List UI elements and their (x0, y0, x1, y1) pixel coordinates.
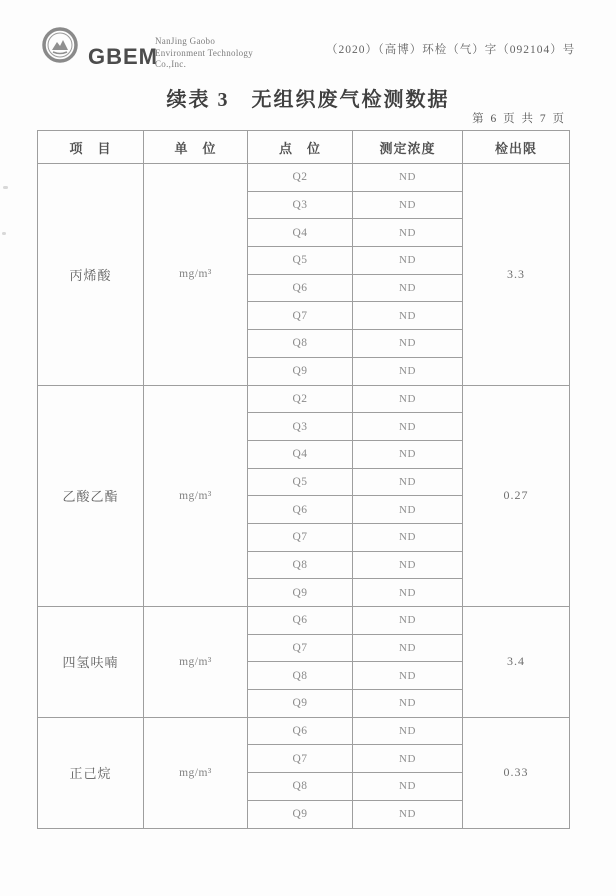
item-cell: 乙酸乙酯 (38, 385, 144, 607)
detection-data-table-wrap (37, 130, 569, 829)
point-cell: Q9 (248, 357, 353, 385)
table-row (38, 164, 570, 192)
limit-cell: 0.33 (463, 717, 570, 828)
value-cell: ND (353, 385, 463, 413)
detection-data-table (37, 130, 570, 829)
limit-cell: 3.3 (463, 164, 570, 386)
column-header: 测定浓度 (353, 131, 463, 164)
value-cell: ND (353, 247, 463, 275)
value-cell: ND (353, 330, 463, 358)
report-reference-number: （2020）（高博）环检（气）字（092104）号 (326, 44, 576, 56)
unit-cell: mg/m³ (144, 607, 248, 718)
value-cell: ND (353, 579, 463, 607)
value-cell: ND (353, 219, 463, 247)
column-header: 项 目 (38, 131, 144, 164)
value-cell: ND (353, 164, 463, 192)
value-cell: ND (353, 302, 463, 330)
report-header (0, 0, 616, 80)
scan-smudge (3, 186, 8, 189)
limit-cell: 0.27 (463, 385, 570, 607)
table-row (38, 385, 570, 413)
point-cell: Q9 (248, 690, 353, 718)
table-row (38, 717, 570, 745)
point-cell: Q8 (248, 773, 353, 801)
point-cell: Q3 (248, 191, 353, 219)
table-header-row (38, 131, 570, 164)
point-cell: Q8 (248, 662, 353, 690)
point-cell: Q8 (248, 551, 353, 579)
value-cell: ND (353, 800, 463, 828)
item-cell: 丙烯酸 (38, 164, 144, 386)
point-cell: Q4 (248, 219, 353, 247)
point-cell: Q2 (248, 164, 353, 192)
company-name (155, 36, 253, 71)
point-cell: Q4 (248, 440, 353, 468)
value-cell: ND (353, 607, 463, 635)
item-cell: 正己烷 (38, 717, 144, 828)
point-cell: Q3 (248, 413, 353, 441)
point-cell: Q2 (248, 385, 353, 413)
company-name-line2: Environment Technology (155, 47, 254, 58)
item-cell: 四氢呋喃 (38, 607, 144, 718)
point-cell: Q7 (248, 634, 353, 662)
point-cell: Q6 (248, 496, 353, 524)
scan-smudge (2, 232, 6, 235)
point-cell: Q6 (248, 607, 353, 635)
value-cell: ND (353, 523, 463, 551)
table-body (38, 164, 570, 829)
value-cell: ND (353, 773, 463, 801)
point-cell: Q6 (248, 274, 353, 302)
value-cell: ND (353, 440, 463, 468)
value-cell: ND (353, 496, 463, 524)
table-row (38, 607, 570, 635)
unit-cell: mg/m³ (144, 717, 248, 828)
brand-logo-text: GBEM (88, 44, 158, 69)
company-seal-icon (42, 27, 78, 63)
point-cell: Q9 (248, 800, 353, 828)
page-number-indicator: 第 6 页 共 7 页 (472, 113, 566, 125)
value-cell: ND (353, 413, 463, 441)
value-cell: ND (353, 634, 463, 662)
point-cell: Q8 (248, 330, 353, 358)
point-cell: Q7 (248, 523, 353, 551)
value-cell: ND (353, 468, 463, 496)
point-cell: Q5 (248, 468, 353, 496)
value-cell: ND (353, 690, 463, 718)
point-cell: Q9 (248, 579, 353, 607)
unit-cell: mg/m³ (144, 385, 248, 607)
value-cell: ND (353, 717, 463, 745)
unit-cell: mg/m³ (144, 164, 248, 386)
value-cell: ND (353, 357, 463, 385)
column-header: 点 位 (248, 131, 353, 164)
company-name-line3: Co.,Inc. (155, 59, 187, 69)
column-header: 单 位 (144, 131, 248, 164)
page-title: 续表 3 无组织废气检测数据 (166, 89, 450, 111)
column-header: 检出限 (463, 131, 570, 164)
value-cell: ND (353, 191, 463, 219)
value-cell: ND (353, 274, 463, 302)
value-cell: ND (353, 662, 463, 690)
limit-cell: 3.4 (463, 607, 570, 718)
point-cell: Q6 (248, 717, 353, 745)
point-cell: Q5 (248, 247, 353, 275)
value-cell: ND (353, 551, 463, 579)
company-name-line1: NanJing Gaobo (155, 36, 216, 46)
point-cell: Q7 (248, 302, 353, 330)
point-cell: Q7 (248, 745, 353, 773)
value-cell: ND (353, 745, 463, 773)
